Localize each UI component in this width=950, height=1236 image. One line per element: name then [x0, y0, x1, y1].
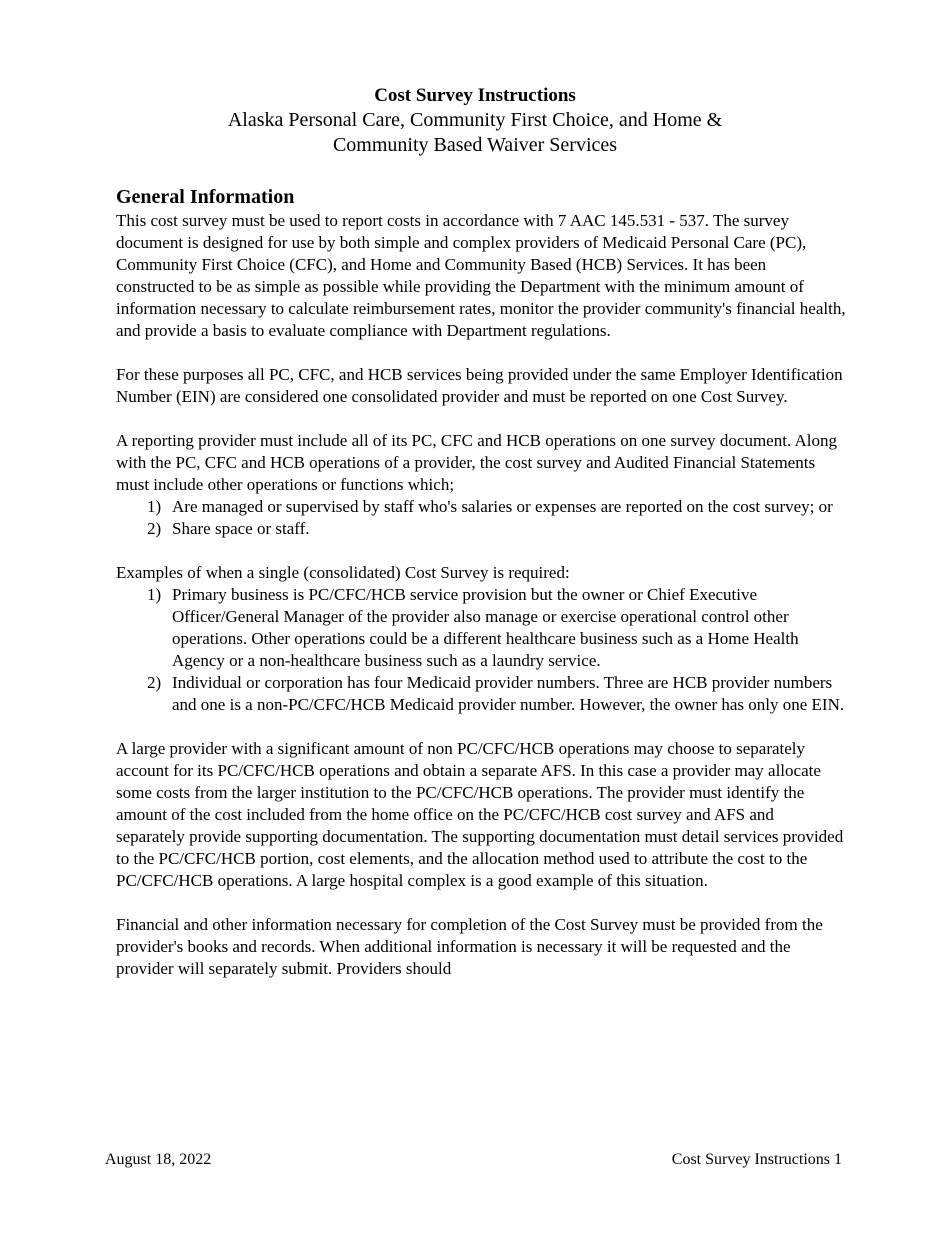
document-header	[0, 83, 950, 158]
paragraph-reporting-provider: A reporting provider must include all of its PC, CFC and HCB operations on one survey document. Along with the PC, CFC and HCB operations of a provider, the cost survey and Audited Financial Statements must include other operations or functions which;	[116, 431, 838, 494]
paragraph-large-provider: A large provider with a significant amount of non PC/CFC/HCB operations may choose to separately account for its PC/CFC/HCB operations and obtain a separate AFS. In this case a provider may allocate some costs from the larger institution to the PC/CFC/HCB operations. The provider must identify the amount of the cost included from the home office on the PC/CFC/HCB cost survey and AFS and separately provide supporting documentation. The supporting documentation must detail services provided to the PC/CFC/HCB portion, cost elements, and the allocation method used to attribute the cost to the PC/CFC/HCB operations. A large hospital complex is a good example of this situation.	[116, 739, 844, 890]
list-item-text: Individual or corporation has four Medicaid provider numbers. Three are HCB provider numbers and one is a non-PC/CFC/HCB Medicaid provider number. However, the owner has only one EIN.	[172, 673, 845, 714]
section-heading: General Information	[116, 186, 295, 208]
paragraph-consolidated-provider: For these purposes all PC, CFC, and HCB services being provided under the same Employer Identification Number (EIN) are considered one consolidated provider and must be reported on one Cost Survey.	[116, 365, 843, 406]
list-item	[116, 518, 846, 540]
list-item-number: 2)	[147, 673, 162, 692]
document-subtitle-line-2: Community Based Waiver Services	[332, 134, 618, 156]
paragraph-financial-information: Financial and other information necessary for completion of the Cost Survey must be provided from the provider's books and records. When additional information is necessary it will be requested and the provider will separately submit. Providers should	[116, 915, 823, 978]
paragraph-examples-intro: Examples of when a single (consolidated) Cost Survey is required:	[116, 563, 570, 582]
document-title: Cost Survey Instructions	[374, 85, 576, 106]
list-item	[116, 584, 846, 672]
list-item-number: 2)	[147, 519, 162, 538]
list-item-text: Are managed or supervised by staff who's salaries or expenses are reported on the cost survey; or	[172, 497, 833, 516]
list-item-text: Share space or staff.	[172, 519, 310, 538]
document-subtitle-line-1: Alaska Personal Care, Community First Choice, and Home &	[227, 109, 723, 131]
list-item	[116, 496, 846, 518]
examples-list	[116, 584, 846, 716]
document-body	[116, 184, 846, 1002]
list-item	[116, 672, 846, 716]
list-item-number: 1)	[147, 497, 162, 516]
list-item-number: 1)	[147, 585, 162, 604]
paragraph-purpose: This cost survey must be used to report costs in accordance with 7 AAC 145.531 - 537. The survey document is designed for use by both simple and complex providers of Medicaid Personal Care (PC), Community First Choice (CFC), and Home and Community Based (HCB) Services. It has been constructed to be as simple as possible while providing the Department with the minimum amount of information necessary to calculate reimbursement rates, monitor the provider community's financial health, and provide a basis to evaluate compliance with Department regulations.	[116, 211, 846, 340]
list-item-text: Primary business is PC/CFC/HCB service provision but the owner or Chief Executive Officer/General Manager of the provider also manage or exercise operational control other operations. Other operations could be a different healthcare business such as a Home Health Agency or a non-healthcare business such as a laundry service.	[172, 585, 799, 670]
operations-list	[116, 496, 846, 540]
footer-date: August 18, 2022	[105, 1151, 212, 1168]
footer-page-label: Cost Survey Instructions 1	[671, 1151, 842, 1168]
